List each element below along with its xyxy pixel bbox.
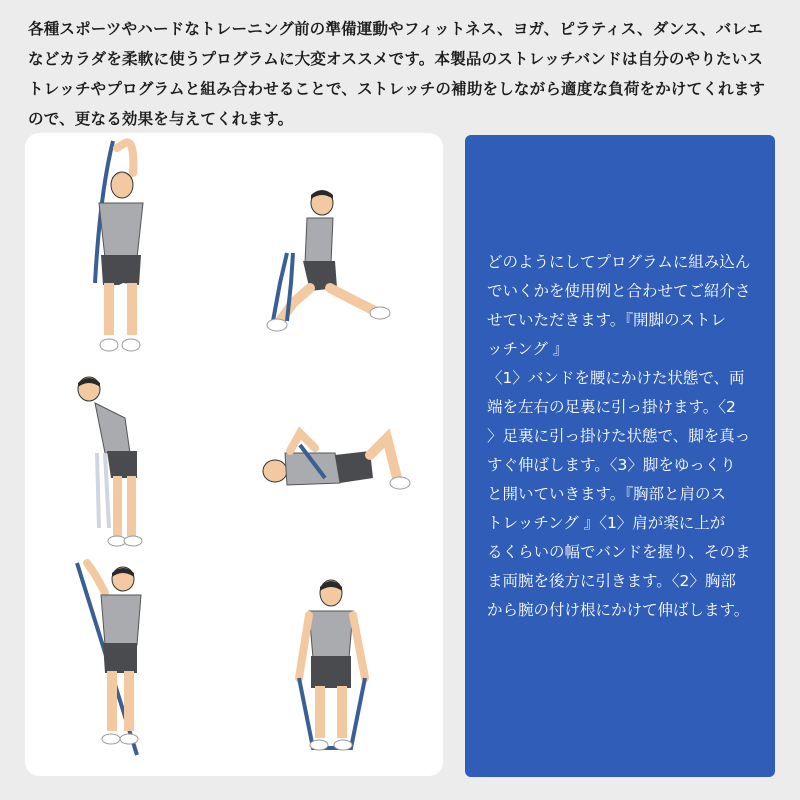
standing-band-figure — [299, 580, 365, 750]
exercise-illustrations — [25, 133, 443, 776]
usage-info-panel — [465, 135, 775, 777]
info-line: どのようにしてプログラムに組み込ん — [487, 253, 751, 271]
info-line: 〈1〉バンドを腰にかけた状態で、両 — [487, 369, 745, 387]
lying-stretch-figure — [263, 433, 410, 489]
info-line: トレッチング 』〈1〉肩が楽に上が — [487, 514, 726, 532]
intro-line: などカラダを柔軟に使うプログラムに大変オススメです。本製品のストレッチバンドは自分のやりたいス — [28, 50, 764, 68]
info-line: ま両腕を後方に引きます。〈2〉胸部 — [487, 572, 736, 590]
lunge-figure — [267, 190, 390, 331]
intro-paragraph — [28, 14, 780, 134]
info-line: せていただきます。『開脚のストレ — [487, 311, 727, 329]
usage-description — [487, 248, 763, 625]
exercise-illustrations-panel — [25, 133, 443, 776]
overhead-stretch-figure — [95, 141, 143, 351]
shoulder-stretch-figure — [77, 563, 141, 755]
info-line: 端を左右の足裏に引っ掛けます。〈2 — [487, 398, 736, 416]
intro-line: ので、更なる効果を与えてくれます。 — [28, 110, 294, 128]
info-line: から腕の付け根にかけて伸ばします。 — [487, 601, 750, 619]
info-line: すぐ伸ばします。〈3〉脚をゆっくり — [487, 456, 736, 474]
bent-over-stretch-figure — [78, 377, 142, 546]
info-line: 〉足裏に引っ掛けた状態で、脚を真っ — [487, 427, 751, 445]
info-line: るくらいの幅でバンドを握り、そのま — [487, 543, 751, 561]
info-line: でいくかを使用例と合わせてご紹介さ — [487, 282, 751, 300]
info-line: ッチング 』 — [487, 340, 569, 358]
info-line: と開いていきます。『胸部と肩のス — [487, 485, 727, 503]
intro-line: 各種スポーツやハードなトレーニング前の準備運動やフィットネス、ヨガ、ピラティス、ダンス、バレエ — [28, 20, 763, 38]
intro-line: トレッチやプログラムと組み合わせることで、ストレッチの補助をしながら適度な負荷をかけてくれます — [28, 80, 766, 98]
